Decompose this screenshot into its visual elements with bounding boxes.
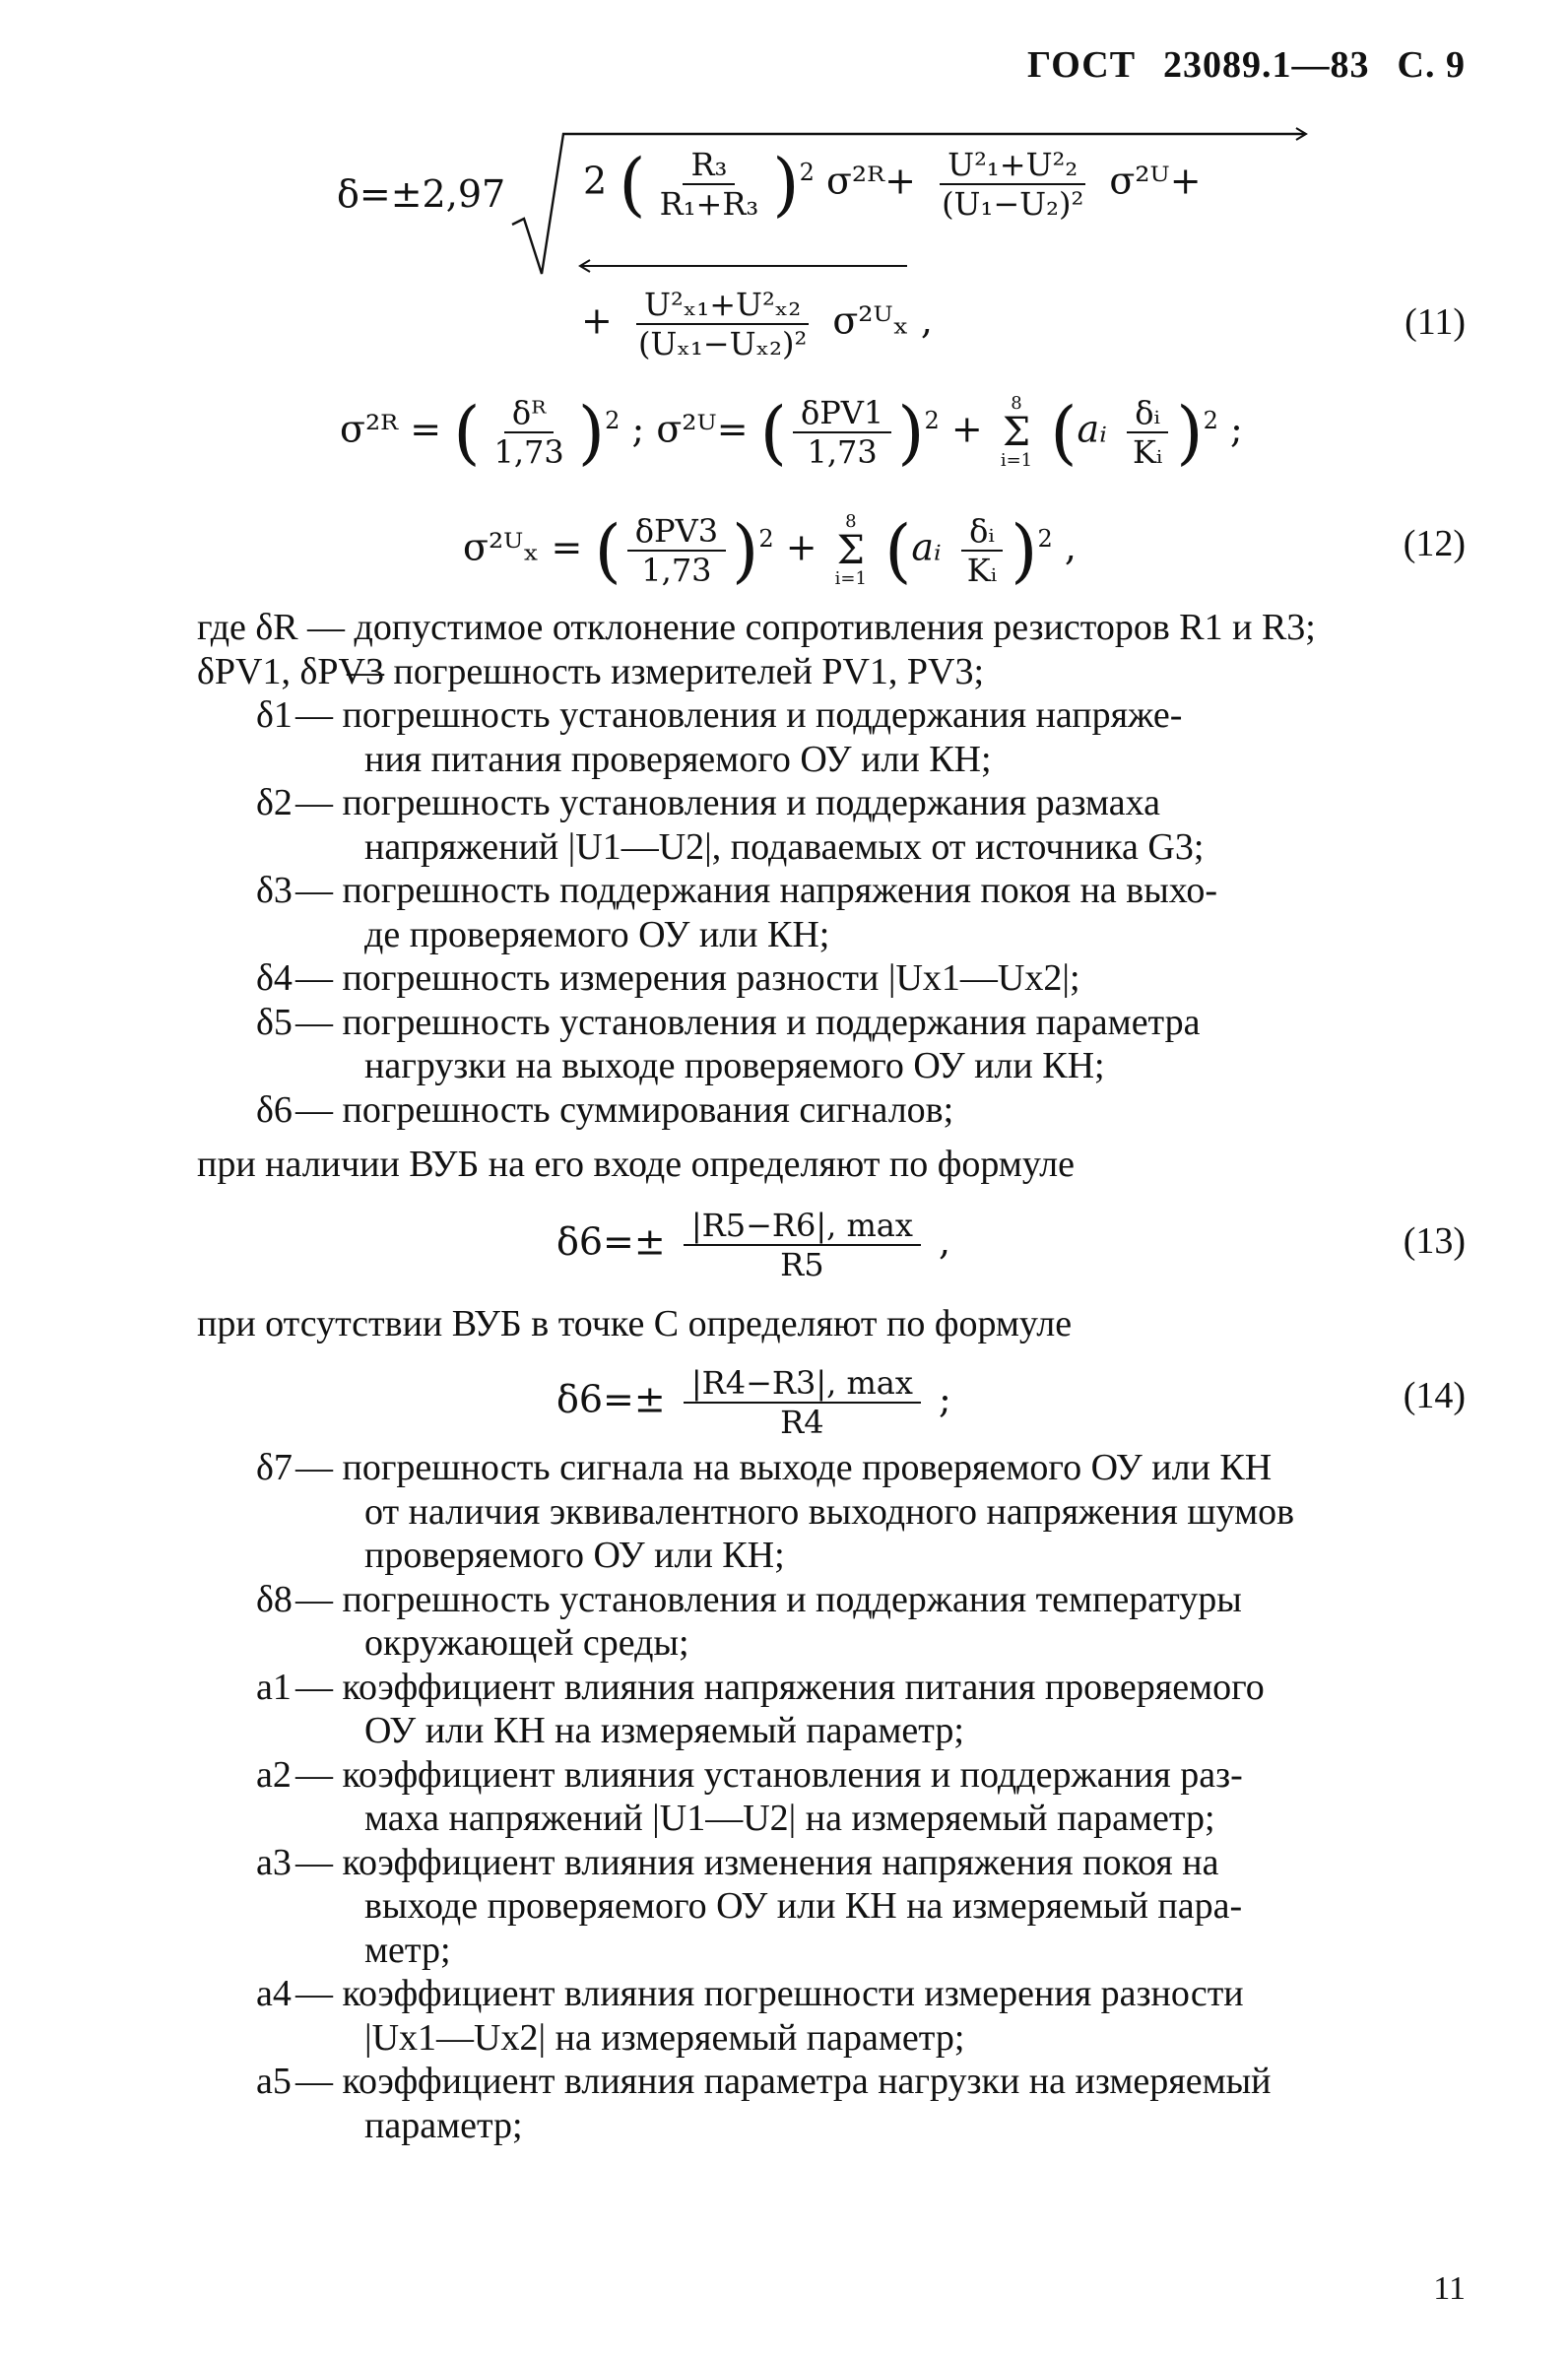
definition-text: — коэффициент влияния напряжения питания проверяемого bbox=[295, 1666, 1265, 1708]
eq12-ki: Kᵢ bbox=[1132, 433, 1163, 471]
definition-text: де проверяемого ОУ или КН; bbox=[364, 913, 830, 955]
eq11-coef: 2 bbox=[583, 159, 608, 203]
eq14-number: (14) bbox=[1403, 1375, 1466, 1416]
definition-text: — коэффициент влияния установления и поддержания раз- bbox=[295, 1753, 1243, 1796]
eq11-number: (11) bbox=[1405, 301, 1466, 343]
eq13-end: , bbox=[939, 1219, 951, 1264]
definition-symbol: δ4 bbox=[256, 957, 293, 999]
definition-symbol: δ5 bbox=[256, 1001, 293, 1043]
header-page: С. 9 bbox=[1397, 44, 1466, 86]
definition-text: выходе проверяемого ОУ или КН на измеряемый пара- bbox=[364, 1885, 1243, 1927]
definition-text: — погрешность суммирования сигналов; bbox=[295, 1088, 954, 1131]
definition-text: метр; bbox=[364, 1929, 451, 1971]
eq12-di: δᵢ bbox=[1127, 394, 1168, 433]
definition-text: окружающей среды; bbox=[364, 1622, 689, 1664]
definition-symbol: δ1 bbox=[256, 694, 293, 736]
eq11-t2-den: (U₁−U₂)² bbox=[942, 185, 1084, 223]
definition-symbol: a1 bbox=[256, 1666, 292, 1708]
eq12-sigmaUx-den: 1,73 bbox=[641, 552, 712, 589]
eq12-end1: ; bbox=[1229, 407, 1243, 451]
eq11-radicand: 2 ( $\frac{\text{R₃}}{\text{R₁+R₃}}$ )$^2$ σ²ᴿ+ $\frac{\text{U²₁+U²₂}}{\text{(U₁−U₂)²}}$ σ²ᵁ+ bbox=[583, 144, 1202, 225]
eq12-line2: σ²ᵁₓ = ( $\frac{\text{δPV3}}{1,73}$ )$^2$ + 8 Σ i=1 (aᵢ $\frac{\text{δᵢ}}{\text{Kᵢ}}$ )$^2$ , bbox=[463, 510, 1077, 591]
definition-text: параметр; bbox=[364, 2104, 523, 2146]
eq11-sigmaU: σ²ᵁ+ bbox=[1109, 159, 1202, 203]
eq14-num: |R4−R3|, max bbox=[684, 1364, 921, 1404]
definition-text: нагрузки на выходе проверяемого ОУ или КН; bbox=[364, 1045, 1105, 1086]
definition-text: маха напряжений |U1—U2| на измеряемый параметр; bbox=[364, 1798, 1215, 1839]
eq14-lhs: δ6=± bbox=[556, 1377, 666, 1421]
eq12-sigmaR-den: 1,73 bbox=[493, 433, 564, 471]
eq13-den: R5 bbox=[780, 1246, 824, 1283]
eq11-t1-den: R₁+R₃ bbox=[659, 185, 759, 223]
definition-text: — погрешность установления и поддержания параметра bbox=[295, 1001, 1201, 1043]
eq12-sigmaU-lhs: σ²ᵁ= bbox=[656, 407, 749, 451]
eq12-sigmaUx-lhs: σ²ᵁₓ = bbox=[463, 525, 583, 569]
sum-symbol: 8 Σ i=1 bbox=[1000, 393, 1033, 471]
definition-text: |Ux1—Ux2| на измеряемый параметр; bbox=[364, 2016, 965, 2059]
definition-text: — коэффициент влияния погрешности измерения разности bbox=[295, 1973, 1244, 2014]
eq11-line2 bbox=[581, 286, 933, 362]
definition-text: — погрешность установления и поддержания размаха bbox=[295, 782, 1160, 823]
definition-symbol: a2 bbox=[256, 1753, 292, 1796]
eq12-sigmaU-num: δPV1 bbox=[793, 394, 891, 433]
eq14-den: R4 bbox=[780, 1404, 824, 1441]
definition-text: проверяемого ОУ или КН; bbox=[364, 1535, 785, 1576]
definition-text: — коэффициент влияния параметра нагрузки на измеряемый bbox=[295, 2061, 1272, 2102]
eq12-ai-2: aᵢ bbox=[911, 525, 942, 569]
eq11-t1-num: R₃ bbox=[683, 146, 735, 185]
definition-text: — погрешность измерения разности |Ux1—Ux2|; bbox=[295, 957, 1080, 999]
eq12-line1: σ²ᴿ = ( $\frac{\text{δᴿ}}{1,73}$ )$^2$ ; σ²ᵁ= ( $\frac{\text{δPV1}}{1,73}$ )$^2$ + 8 Σ i=1 (aᵢ $\frac{\text{δᵢ}}{\text{Kᵢ}}$ )$^2$ ; bbox=[340, 392, 1243, 473]
definition-symbol: a3 bbox=[256, 1841, 292, 1883]
definition-text: — погрешность измерителей PV1, PV3; bbox=[347, 650, 985, 692]
definition-symbol: δ8 bbox=[256, 1578, 293, 1620]
eq12-sigmaUx-num: δPV3 bbox=[627, 512, 726, 552]
eq11-line1 bbox=[337, 172, 505, 216]
page-number: 11 bbox=[1433, 2270, 1466, 2307]
eq12-sigmaU-den: 1,73 bbox=[807, 433, 878, 471]
eq11-lhs: δ=±2,97 bbox=[337, 172, 506, 216]
definition-text: — погрешность поддержания напряжения покоя на выхо- bbox=[295, 870, 1217, 911]
eq13-num: |R5−R6|, max bbox=[684, 1207, 921, 1246]
definition-text: — допустимое отклонение сопротивления резисторов R1 и R3; bbox=[307, 607, 1316, 648]
eq12-sigmaR-num: δᴿ bbox=[504, 394, 554, 433]
definition-text: напряжений |U1—U2|, подаваемых от источника G3; bbox=[364, 825, 1205, 868]
definition-text: — погрешность установления и поддержания температуры bbox=[295, 1578, 1242, 1620]
definition-text: от наличия эквивалентного выходного напряжения шумов bbox=[364, 1490, 1295, 1533]
eq13-number: (13) bbox=[1403, 1220, 1466, 1262]
header-number: 23089.1—83 bbox=[1163, 44, 1370, 86]
eq11-t3-num: U²ₓ₁+U²ₓ₂ bbox=[636, 286, 809, 325]
continuation-arrow bbox=[576, 258, 911, 274]
header-standard: ГОСТ bbox=[1027, 44, 1137, 86]
sum-symbol-2: 8 Σ i=1 bbox=[834, 511, 867, 589]
definition-symbol: δPV1, δPV3 bbox=[197, 650, 384, 692]
definition-symbol: a4 bbox=[256, 1973, 292, 2014]
eq12-number: (12) bbox=[1403, 523, 1466, 564]
eq11-sigmaUx: σ²ᵁₓ , bbox=[832, 298, 933, 343]
definition-text: — погрешность сигнала на выходе проверяемого ОУ или КН bbox=[295, 1447, 1273, 1488]
definition-symbol: a5 bbox=[256, 2061, 292, 2102]
eq11-t3-den: (Uₓ₁−Uₓ₂)² bbox=[637, 325, 808, 362]
paragraph-14: при отсутствии ВУБ в точке С определяют по формуле bbox=[197, 1303, 1073, 1344]
definition-symbol: δ7 bbox=[256, 1447, 293, 1488]
eq12-end2: , bbox=[1064, 525, 1077, 569]
eq11-t2-num: U²₁+U²₂ bbox=[940, 146, 1085, 185]
paragraph-13: при наличии ВУБ на его входе определяют по формуле bbox=[197, 1144, 1076, 1185]
eq12-di-2: δᵢ bbox=[961, 512, 1003, 552]
definition-text: ОУ или КН на измеряемый параметр; bbox=[364, 1710, 964, 1751]
definition-text: ния питания проверяемого ОУ или КН; bbox=[364, 738, 992, 780]
definition-symbol: δ6 bbox=[256, 1088, 293, 1131]
page-header bbox=[1027, 43, 1466, 87]
eq14 bbox=[556, 1364, 951, 1441]
definition-text: — коэффициент влияния изменения напряжения покоя на bbox=[295, 1841, 1219, 1883]
eq12-sigmaR-lhs: σ²ᴿ = bbox=[340, 407, 442, 451]
eq13 bbox=[556, 1207, 950, 1283]
definition-text: — погрешность установления и поддержания напряже- bbox=[295, 694, 1183, 736]
eq14-end: ; bbox=[939, 1377, 951, 1421]
definition-symbol: где δR bbox=[197, 607, 298, 648]
eq12-sep: ; bbox=[631, 407, 645, 451]
eq13-lhs: δ6=± bbox=[556, 1219, 666, 1264]
eq11-sigmaR: σ²ᴿ+ bbox=[825, 159, 916, 203]
definition-symbol: δ3 bbox=[256, 870, 293, 911]
eq12-ai: aᵢ bbox=[1077, 407, 1107, 451]
eq12-ki-2: Kᵢ bbox=[966, 552, 998, 589]
definition-symbol: δ2 bbox=[256, 782, 293, 823]
eq11-cont-plus: + bbox=[581, 298, 613, 343]
